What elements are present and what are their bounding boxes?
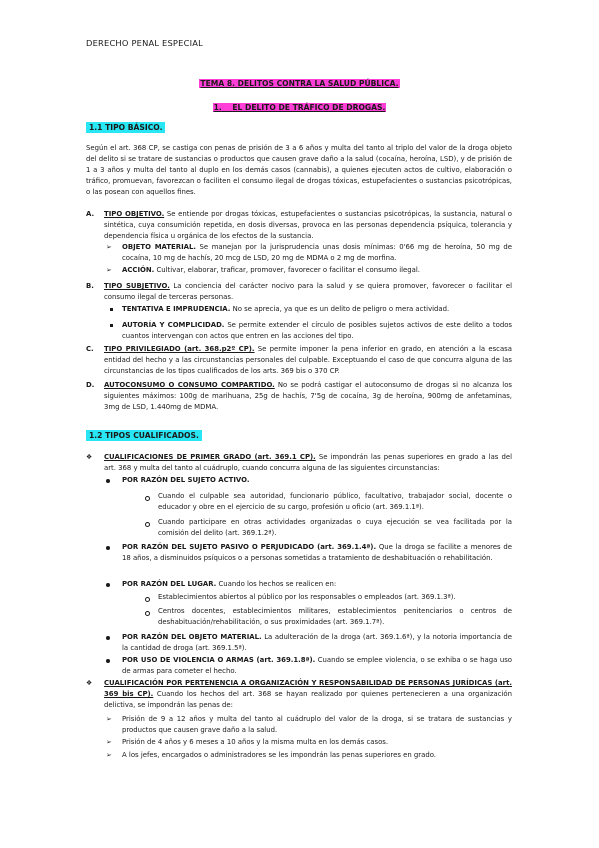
bullet-text: Cuando se emplee violencia, o se exhiba o se haga uso de armas para cometer el hecho. [122, 656, 512, 676]
bullet-head: AUTORÍA Y COMPLICIDAD. [122, 321, 225, 329]
square-bullet-icon [110, 308, 113, 311]
arrow-bullet-icon: ➢ [106, 266, 112, 274]
square-bullet-icon [110, 324, 113, 327]
passive-subject-paragraph [122, 542, 512, 564]
bullet-text: Cultivar, elaborar, traficar, promover, favorecer o facilitar el consumo ilegal. [154, 266, 420, 274]
bullet-head: TENTATIVA E IMPRUDENCIA. [122, 305, 231, 313]
filled-dot-icon [106, 546, 110, 550]
bullet-head: POR RAZÓN DEL SUJETO PASIVO O PERJUDICADO (art. 369.1.4ª). [122, 543, 377, 551]
bullet-head: POR RAZÓN DEL LUGAR. [122, 580, 217, 588]
subsection-heading-qualified: 1.2 TIPOS CUALIFICADOS. [86, 430, 202, 441]
organization-item-1: Prisión de 9 a 12 años y multa del tanto al cuádruplo del valor de la droga, si se tratara de sustancias y productos que causen grave daño a la salud. [122, 715, 512, 735]
section-heading-row [0, 95, 599, 114]
arrow-bullet-icon: ➢ [106, 243, 112, 251]
item-c-text: Se permite imponer la pena inferior en grado, en atención a la escasa entidad del hecho y a las circunstancias personales del culpable. Exceptuando el caso de que concurra alguna de las circunstancias de los tipos cualificados de los arts. 369 bis o 370 CP. [104, 345, 512, 376]
section-heading [213, 103, 387, 112]
active-subject-item-1: Cuando el culpable sea autoridad, funcionario público, facultativo, trabajador social, docente o educador y obre en el ejercicio de su cargo, profesión u oficio (art. 369.1.1ª). [158, 492, 512, 512]
running-header: DERECHO PENAL ESPECIAL [86, 38, 203, 48]
item-a-head: TIPO OBJETIVO. [104, 210, 165, 218]
chapter-title: TEMA 8. DELITOS CONTRA LA SALUD PÚBLICA. [200, 79, 399, 88]
bullet-head: POR USO DE VIOLENCIA O ARMAS (art. 369.1.8ª). [122, 656, 316, 664]
first-degree-text: Se impondrán las penas superiores en grado a las del art. 368 y multa del tanto al cuádruplo, cuando concurra alguna de las siguientes circunstancias: [104, 453, 512, 473]
diamond-bullet-icon: ❖ [86, 453, 93, 461]
item-b-text: La conciencia del carácter nocivo para la salud y se quiera promover, favorecer o facilitar el consumo ilegal de terceras personas. [104, 282, 512, 302]
bullet-head: ACCIÓN. [122, 266, 155, 274]
chapter-title-row [0, 71, 599, 90]
place-item-2: Centros docentes, establecimientos militares, establecimientos penitenciarios o centros de deshabituación/rehabilitación, o sus proximidades (art. 369.1.7ª). [158, 607, 512, 627]
place-paragraph [122, 579, 512, 590]
filled-dot-icon [106, 636, 110, 640]
filled-dot-icon [106, 583, 110, 587]
organization-item-3: A los jefes, encargados o administradores se les impondrán las penas superiores en grado. [122, 751, 436, 759]
bullet-text: Se permite extender el círculo de posibles sujetos activos de este delito a todos cuantos intervengan con actos que entren en las acciones del tipo. [122, 321, 512, 341]
bullet-text: Que la droga se facilite a menores de 18 años, a disminuidos psíquicos o a personas sometidas a tratamiento de deshabituación o rehabilitación. [122, 543, 512, 563]
active-subject-item-2: Cuando participare en otras actividades organizadas o cuya ejecución se vea facilitada por la comisión del delito (art. 369.1.2ª). [158, 518, 512, 538]
item-a-text: Se entiende por drogas tóxicas, estupefacientes o sustancias psicotrópicas, la sustancia, natural o sintética, cuya consumición repetida, en dosis diversas, provoca en las personas dependencia psíquica, tolerancia y dependencia física u orgánica de los efectos de la sustancia. [104, 210, 512, 241]
arrow-bullet-icon: ➢ [106, 738, 112, 746]
arrow-bullet-icon: ➢ [106, 751, 112, 759]
first-degree-head: CUALIFICACIONES DE PRIMER GRADO (art. 369.1 CP). [104, 453, 316, 461]
section-number: 1. [213, 103, 222, 112]
section-label: EL DELITO DE TRÁFICO DE DROGAS. [232, 103, 386, 112]
item-a-paragraph [104, 209, 512, 242]
subsection-heading-basic: 1.1 TIPO BÁSICO. [86, 122, 165, 133]
bullet-text: No se aprecia, ya que es un delito de peligro o mera actividad. [230, 305, 450, 313]
item-d-head: AUTOCONSUMO O CONSUMO COMPARTIDO. [104, 381, 275, 389]
hollow-circle-icon [145, 611, 150, 616]
organization-text: Cuando los hechos del art. 368 se hayan realizado por quienes pertenecieren a una organización delictiva, se impondrán las penas de: [104, 690, 513, 710]
item-letter-c: C. [86, 345, 94, 353]
item-b-bullet-2 [122, 320, 512, 342]
item-a-bullet-1 [122, 242, 512, 264]
bullet-head: OBJETO MATERIAL. [122, 243, 196, 251]
bullet-head: POR RAZÓN DEL OBJETO MATERIAL. [122, 633, 262, 641]
violence-paragraph [122, 655, 512, 677]
organization-paragraph [104, 678, 512, 711]
hollow-circle-icon [145, 597, 150, 602]
hollow-circle-icon [145, 522, 150, 527]
item-b-bullet-1 [122, 304, 512, 315]
item-b-paragraph [104, 281, 512, 303]
hollow-circle-icon [145, 496, 150, 501]
item-d-text: No se podrá castigar el autoconsumo de drogas si no alcanza los siguientes máximos: 100g de marihuana, 25g de hachís, 7'5g de cocaína, 3g de heroína, 900mg de anfetaminas, 3mg de LSD, 1.440mg de MDMA. [104, 381, 512, 412]
place-item-1: Establecimientos abiertos al público por los responsables o empleados (art. 369.1.3ª). [158, 593, 456, 601]
item-b-head: TIPO SUBJETIVO. [104, 282, 170, 290]
arrow-bullet-icon: ➢ [106, 715, 112, 723]
item-letter-b: B. [86, 282, 94, 290]
first-degree-paragraph [104, 452, 512, 474]
active-subject-heading: POR RAZÓN DEL SUJETO ACTIVO. [122, 476, 250, 484]
material-object-paragraph [122, 632, 512, 654]
bullet-text: Cuando los hechos se realicen en: [216, 580, 337, 588]
diamond-bullet-icon: ❖ [86, 679, 93, 687]
filled-dot-icon [106, 479, 110, 483]
bullet-text: Se manejan por la jurisprudencia unas dosis mínimas: 0'66 mg de heroína, 50 mg de cocaína, 10 mg de hachís, 20 mcg de LSD, 20 mg de MDMA o 2 mg de morfina. [122, 243, 512, 263]
organization-head: CUALIFICACIÓN POR PERTENENCIA A ORGANIZACIÓN Y RESPONSABILIDAD DE PERSONAS JURÍDICAS (art. 369 bis CP). [104, 679, 512, 699]
item-letter-a: A. [86, 210, 95, 218]
item-c-paragraph [104, 344, 512, 377]
item-letter-d: D. [86, 381, 95, 389]
item-a-bullet-2 [122, 265, 512, 276]
item-c-head: TIPO PRIVILEGIADO (art. 368.p2º CP). [104, 345, 255, 353]
bullet-text: La adulteración de la droga (art. 369.1.6ª), y la notoria importancia de la cantidad de droga (art. 369.1.5ª). [122, 633, 512, 653]
filled-dot-icon [106, 659, 110, 663]
organization-item-2: Prisión de 4 años y 6 meses a 10 años y la misma multa en los demás casos. [122, 738, 389, 746]
intro-paragraph: Según el art. 368 CP, se castiga con penas de prisión de 3 a 6 años y multa del tanto al triplo del valor de la droga objeto del delito si se tratare de sustancias o productos que causen grave daño a la salud (cocaína, heroína, LSD), y de prisión de 1 a 3 años y multa del tanto al duplo en los demás casos (cannabis), a quienes ejecuten actos de cultivo, elaboración o tráfico, promuevan, favorezcan o faciliten el consumo ilegal de drogas tóxicas, estupefacientes o sustancias psicotrópicas, o las posean con aquellos fines. [86, 144, 512, 197]
item-d-paragraph [104, 380, 512, 413]
